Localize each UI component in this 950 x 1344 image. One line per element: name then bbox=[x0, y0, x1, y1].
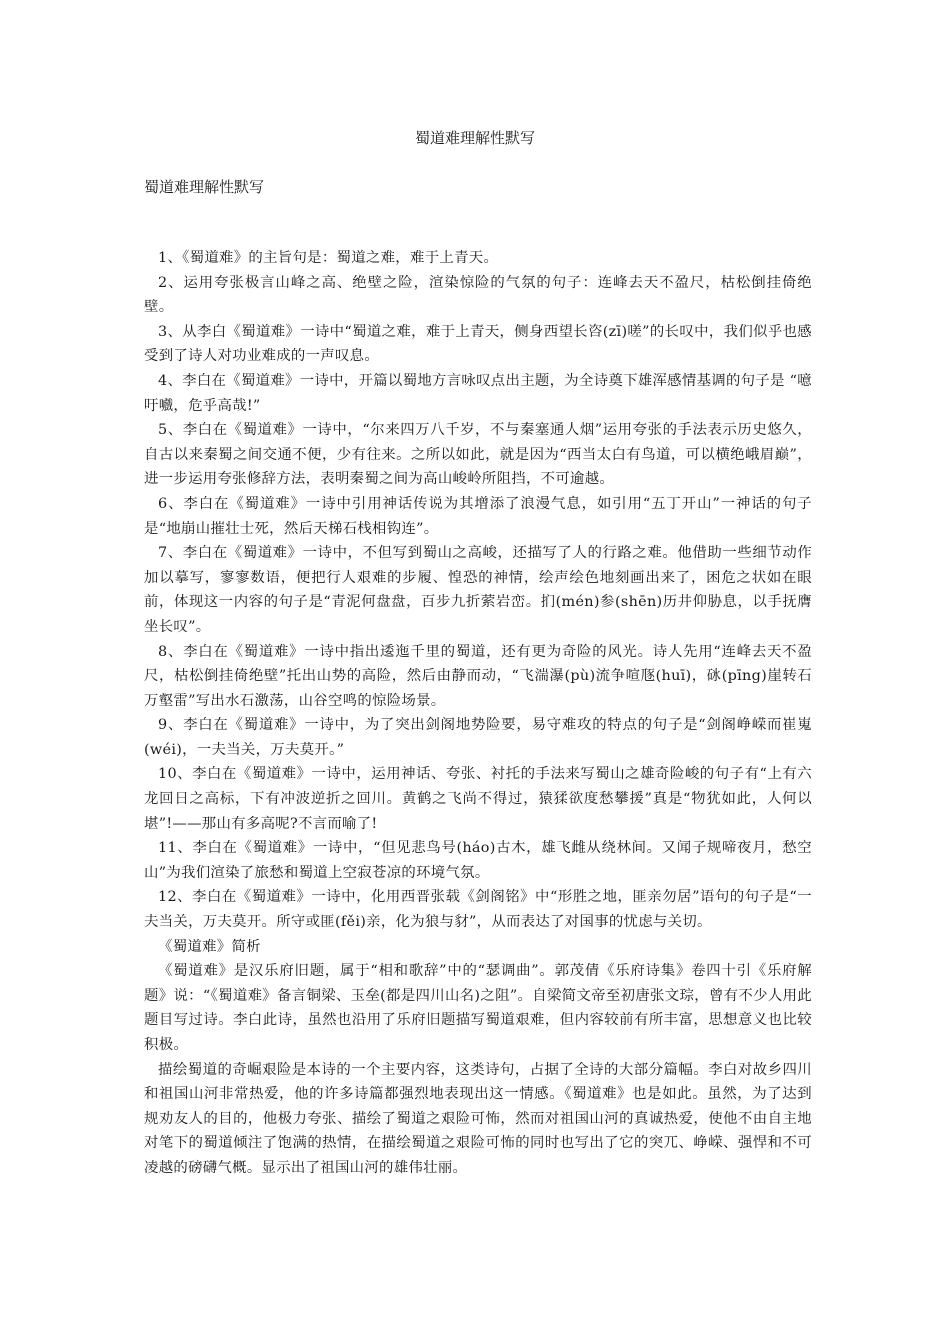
analysis-paragraph-1: 《蜀道难》是汉乐府旧题，属于“相和歌辞”中的“瑟调曲”。郭茂倩《乐府诗集》卷四十引《乐府解题》说：“《蜀道难》备言铜梁、玉垒(都是四川山名)之阻”。自梁简文帝至初唐张文琮，曾有不少人用此题目写过诗。李白此诗，虽然也沿用了乐府旧题描写蜀道艰难，但内容较前有所丰富，思想意义也比较积极。 bbox=[144, 963, 812, 1053]
paragraph-4: 4、李白在《蜀道难》一诗中，开篇以蜀地方言咏叹点出主题，为全诗奠下雄浑感情基调的句子是 “噫吁嚱，危乎高哉!” bbox=[144, 372, 812, 414]
document-subtitle: 蜀道难理解性默写 bbox=[144, 178, 265, 196]
paragraph-3: 3、从李白《蜀道难》一诗中“蜀道之难，难于上青天，侧身西望长咨(zī)嗟”的长叹中，我们似乎也感受到了诗人对功业难成的一声叹息。 bbox=[144, 323, 812, 365]
paragraph-8: 8、李白在《蜀道难》一诗中指出逶迤千里的蜀道，还有更为奇险的风光。诗人先用“连峰去天不盈尺，枯松倒挂倚绝壁”托出山势的高险，然后由静而动，“飞湍瀑(pù)流争喧豗(huī)，砯(pīng)崖转石万壑雷”写出水石激荡，山谷空鸣的惊险场景。 bbox=[144, 643, 812, 709]
paragraph-1: 1、《蜀道难》的主旨句是：蜀道之难，难于上青天。 bbox=[158, 250, 499, 266]
paragraph-11: 11、李白在《蜀道难》一诗中，“但见悲鸟号(háo)古木，雄飞雌从绕林间。又闻子规啼夜月，愁空山”为我们渲染了旅愁和蜀道上空寂苍凉的环境气氛。 bbox=[144, 840, 812, 881]
paragraph-12: 12、李白在《蜀道难》一诗中，化用西晋张载《剑阁铭》中“形胜之地，匪亲勿居”语句的句子是“一夫当关，万夫莫开。所守或匪(fěi)亲，化为狼与豺”，从而表达了对国事的忧虑与关切。 bbox=[144, 889, 812, 931]
paragraph-2: 2、运用夸张极言山峰之高、绝壁之险，渲染惊险的气氛的句子：连峰去天不盈尺，枯松倒挂倚绝壁。 bbox=[144, 274, 812, 316]
document-body bbox=[144, 246, 812, 1181]
section-heading: 《蜀道难》简析 bbox=[158, 938, 261, 955]
paragraph-7: 7、李白在《蜀道难》一诗中，不但写到蜀山之高峻，还描写了人的行路之难。他借助一些细节动作加以摹写，寥寥数语，便把行人艰难的步履、惶恐的神情，绘声绘色地刻画出来了，困危之状如在眼前，体现这一内容的句子是“青泥何盘盘，百步九折萦岩峦。扪(mén)参(shēn)历井仰胁息，以手抚膺坐长叹”。 bbox=[144, 545, 812, 635]
paragraph-10: 10、李白在《蜀道难》一诗中，运用神话、夸张、衬托的手法来写蜀山之雄奇险峻的句子有“上有六龙回日之高标，下有冲波逆折之回川。黄鹤之飞尚不得过，猿猱欲度愁攀援”真是“物犹如此，人何以堪”!——那山有多高呢?不言而喻了! bbox=[144, 766, 812, 832]
paragraph-6: 6、李白在《蜀道难》一诗中引用神话传说为其增添了浪漫气息，如引用“五丁开山”一神话的句子是“地崩山摧壮士死，然后天梯石栈相钩连”。 bbox=[144, 495, 812, 537]
paragraph-5: 5、李白在《蜀道难》一诗中，“尔来四万八千岁，不与秦塞通人烟”运用夸张的手法表示历史悠久，自古以来秦蜀之间交通不便，少有往来。之所以如此，就是因为“西当太白有鸟道，可以横绝峨眉巅”，进一步运用夸张修辞方法，表明秦蜀之间为高山峻岭所阻挡，不可逾越。 bbox=[144, 422, 812, 488]
analysis-paragraph-2: 描绘蜀道的奇崛艰险是本诗的一个主要内容，这类诗句，占据了全诗的大部分篇幅。李白对故乡四川和祖国山河非常热爱，他的许多诗篇都强烈地表现出这一情感。《蜀道难》也是如此。虽然，为了达到规劝友人的目的，他极力夸张、描绘了蜀道之艰险可怖，然而对祖国山河的真诚热爱，使他不由自主地对笔下的蜀道倾注了饱满的热情，在描绘蜀道之艰险可怖的同时也写出了它的突兀、峥嵘、强悍和不可凌越的磅礴气概。显示出了祖国山河的雄伟壮丽。 bbox=[144, 1061, 812, 1176]
document-title: 蜀道难理解性默写 bbox=[414, 129, 535, 147]
paragraph-9: 9、李白在《蜀道难》一诗中，为了突出剑阁地势险要，易守难攻的特点的句子是“剑阁峥嵘而崔嵬(wéi)，一夫当关，万夫莫开。” bbox=[144, 717, 812, 758]
